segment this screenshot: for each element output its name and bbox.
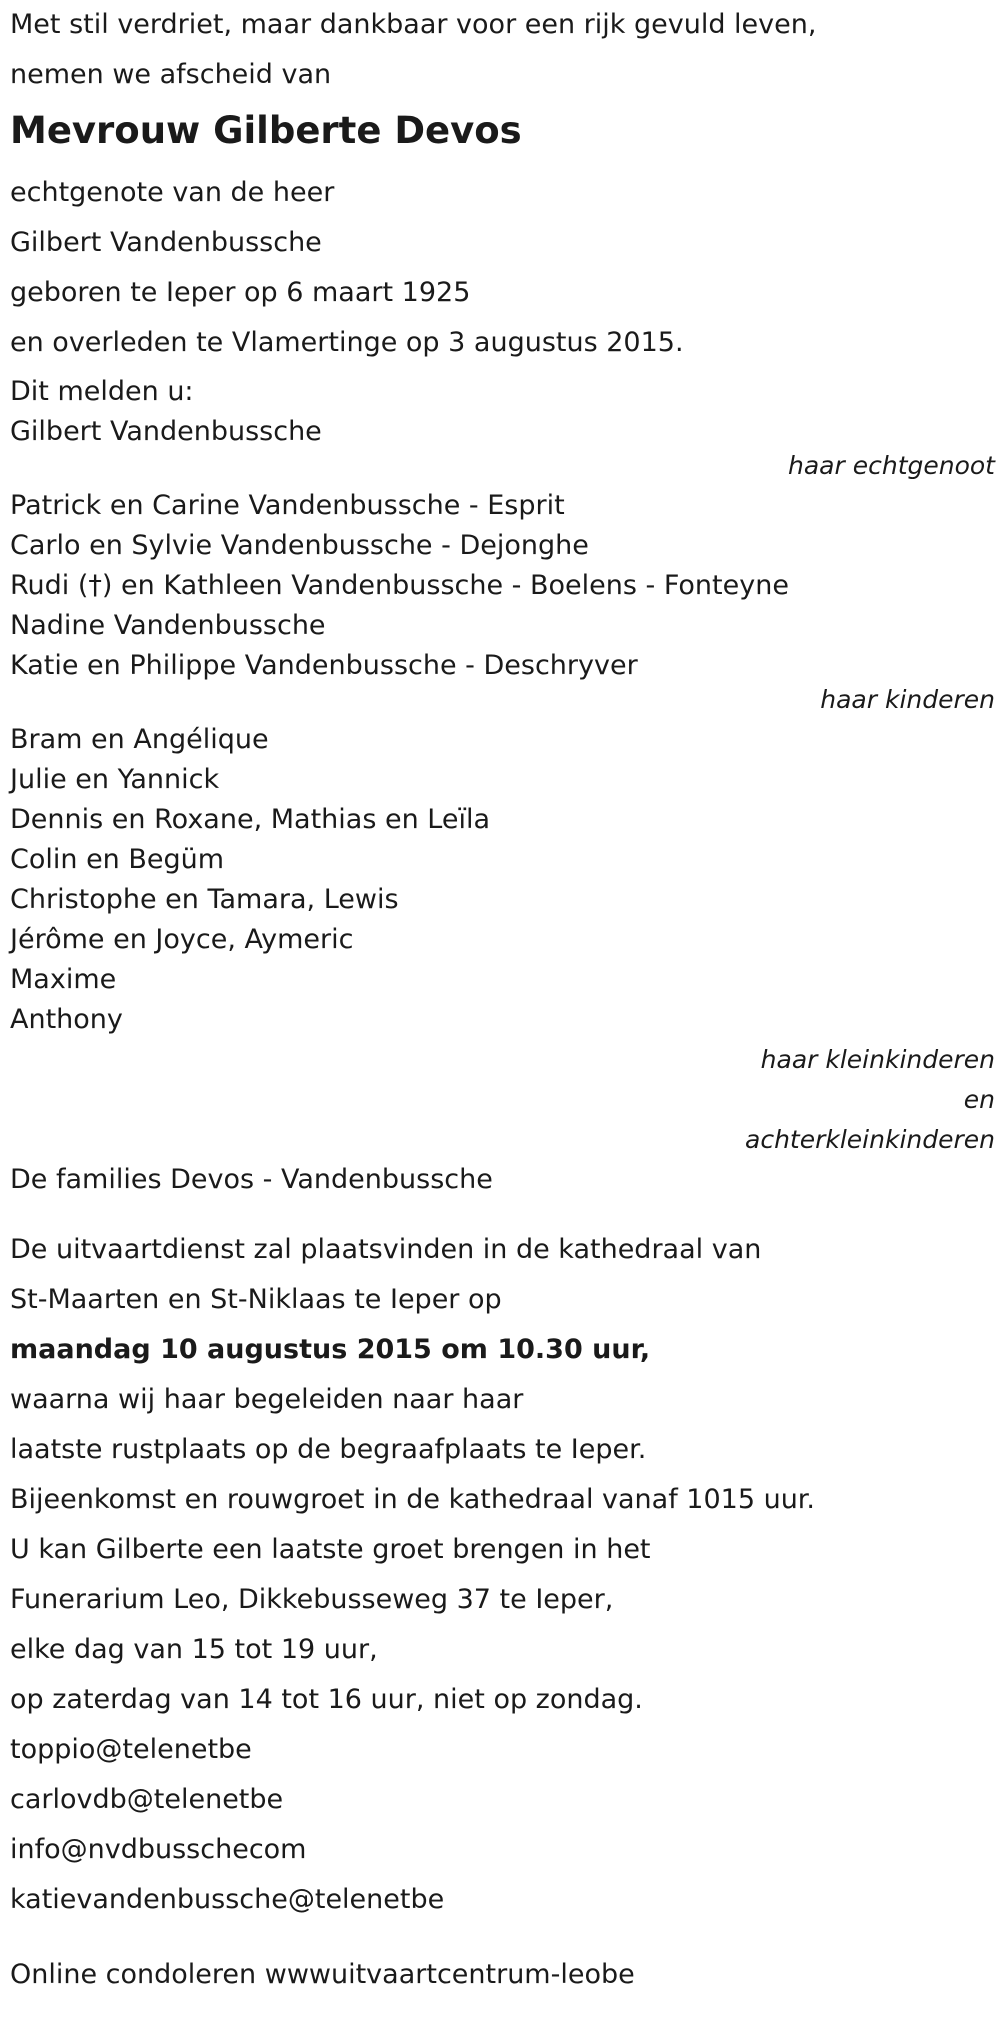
detail-spouse-intro: echtgenote van de heer [10, 177, 335, 208]
intro-line-1: Met stil verdriet, maar dankbaar voor een rijk gevuld leven, [10, 9, 817, 40]
spouse-section [10, 412, 995, 486]
list-item: Carlo en Sylvie Vandenbussche - Dejonghe [10, 530, 589, 561]
announced-by-label: Dit melden u: [10, 376, 194, 407]
email-link[interactable] [10, 1725, 995, 1775]
online-condolence-line[interactable]: Online condoleren wwwuitvaartcentrum-leobe [10, 1959, 635, 1990]
email-link-text[interactable]: carlovdb@telenetbe [10, 1784, 284, 1815]
email-list [10, 1725, 995, 1925]
service-line: St-Maarten en St-Niklaas te Ieper op [10, 1284, 502, 1315]
service-line: Bijeenkomst en rouwgroet in de kathedraal vanaf 1015 uur. [10, 1484, 816, 1515]
list-item: Jérôme en Joyce, Aymeric [10, 924, 354, 955]
grandchildren-role-line-3: achterkleinkinderen [745, 1125, 995, 1154]
email-link[interactable] [10, 1875, 995, 1925]
email-link-text[interactable]: toppio@telenetbe [10, 1734, 252, 1765]
children-role: haar kinderen [820, 685, 995, 714]
list-item: Christophe en Tamara, Lewis [10, 884, 399, 915]
spouse-role: haar echtgenoot [788, 451, 995, 480]
detail-born: geboren te Ieper op 6 maart 1925 [10, 277, 471, 308]
list-item: Julie en Yannick [10, 764, 220, 795]
service-line: laatste rustplaats op de begraafplaats te Ieper. [10, 1434, 647, 1465]
list-item: Anthony [10, 1004, 123, 1035]
grandchildren-role-line-1: haar kleinkinderen [760, 1045, 995, 1074]
service-line: De uitvaartdienst zal plaatsvinden in de kathedraal van [10, 1234, 762, 1265]
list-item: Katie en Philippe Vandenbussche - Deschryver [10, 650, 638, 681]
service-line: op zaterdag van 14 tot 16 uur, niet op zondag. [10, 1684, 643, 1715]
service-line: U kan Gilberte een laatste groet brengen in het [10, 1534, 651, 1565]
service-section [10, 1225, 995, 1725]
email-link-text[interactable]: katievandenbussche@telenetbe [10, 1884, 445, 1915]
list-item: Dennis en Roxane, Mathias en Leïla [10, 804, 491, 835]
email-link[interactable] [10, 1775, 995, 1825]
detail-spouse-name: Gilbert Vandenbussche [10, 227, 322, 258]
families-line: De families Devos - Vandenbussche [10, 1164, 493, 1195]
email-link[interactable] [10, 1825, 995, 1875]
email-link-text[interactable]: info@nvdbusschecom [10, 1834, 307, 1865]
service-line: elke dag van 15 tot 19 uur, [10, 1634, 378, 1665]
list-item: Nadine Vandenbussche [10, 610, 326, 641]
list-item: Patrick en Carine Vandenbussche - Esprit [10, 490, 565, 521]
list-item: Maxime [10, 964, 117, 995]
intro-line-2: nemen we afscheid van [10, 59, 332, 90]
detail-died: en overleden te Vlamertinge op 3 augustus 2015. [10, 327, 684, 358]
list-item: Rudi (†) en Kathleen Vandenbussche - Boelens - Fonteyne [10, 570, 789, 601]
grandchildren-role-line-2: en [963, 1085, 995, 1114]
list-item: Bram en Angélique [10, 724, 269, 755]
deceased-name: Mevrouw Gilberte Devos [10, 109, 522, 152]
spouse-name: Gilbert Vandenbussche [10, 416, 322, 447]
obituary-notice [10, 0, 995, 2000]
list-item: Colin en Begüm [10, 844, 225, 875]
service-line: waarna wij haar begeleiden naar haar [10, 1384, 524, 1415]
grandchildren-section [10, 720, 995, 1160]
children-section [10, 486, 995, 720]
service-line: Funerarium Leo, Dikkebusseweg 37 te Ieper, [10, 1584, 614, 1615]
service-datetime: maandag 10 augustus 2015 om 10.30 uur, [10, 1334, 651, 1365]
